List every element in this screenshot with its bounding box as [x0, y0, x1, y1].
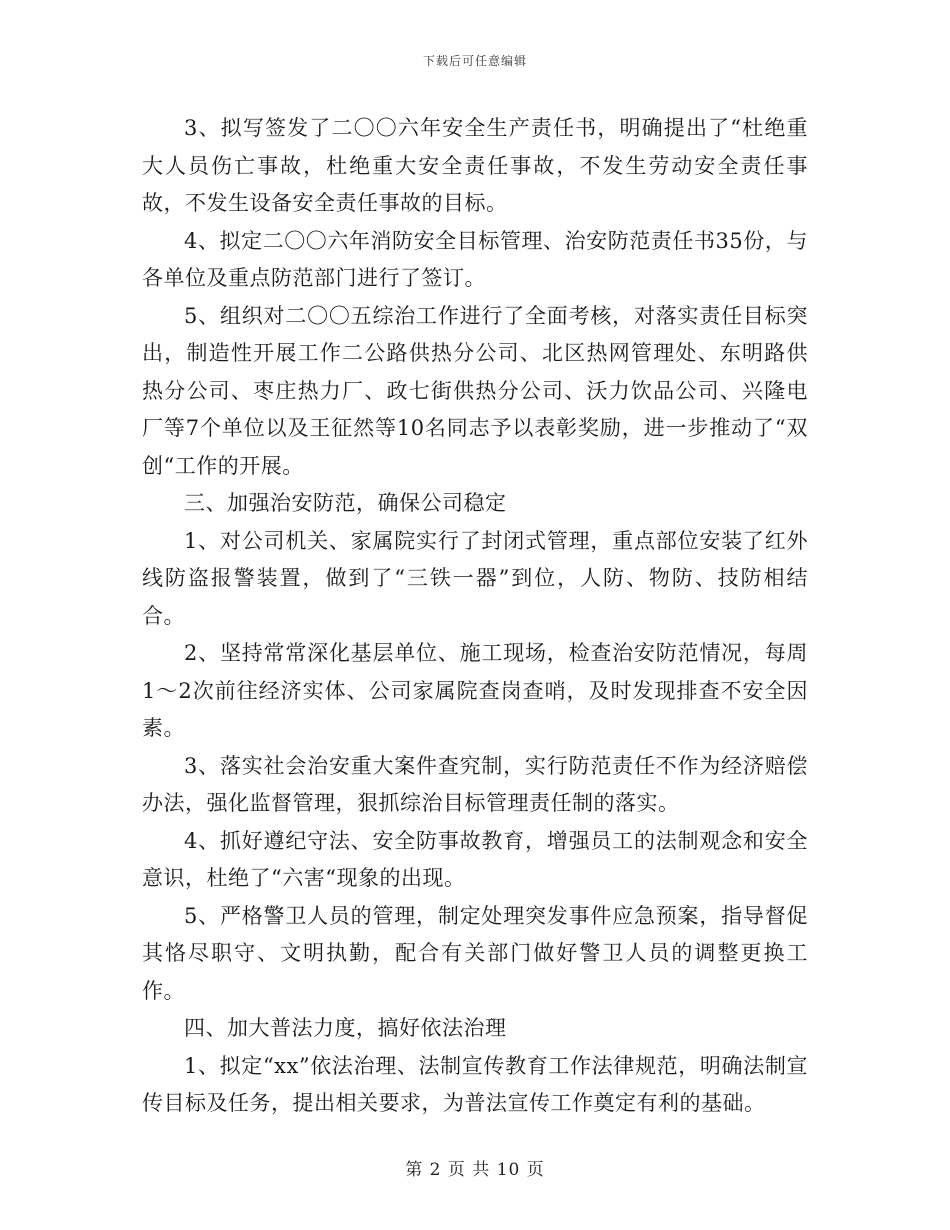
paragraph-item-3: 3、拟写签发了二〇〇六年安全生产责任书，明确提出了“杜绝重大人员伤亡事故，杜绝重大安全责任事故，不发生劳动安全责任事故，不发生设备安全责任事故的目标。	[142, 116, 808, 215]
paragraph-security-4: 4、抓好遵纪守法、安全防事故教育，增强员工的法制观念和安全意识，杜绝了“六害“现象的出现。	[142, 828, 808, 890]
paragraph-security-5: 5、严格警卫人员的管理，制定处理突发事件应急预案，指导督促其恪尽职守、文明执勤，配合有关部门做好警卫人员的调整更换工作。	[142, 903, 808, 1003]
paragraph-security-3: 3、落实社会治安重大案件查究制，实行防范责任不作为经济赔偿办法，强化监督管理，狠抓综治目标管理责任制的落实。	[142, 753, 808, 815]
page-number-footer: 第 2 页 共 10 页	[405, 1160, 545, 1180]
document-body	[142, 110, 808, 1123]
paragraph-law-1: 1、拟定“xx”依法治理、法制宣传教育工作法律规范，明确法制宣传目标及任务，提出相关要求，为普法宣传工作奠定有利的基础。	[142, 1053, 808, 1115]
section-heading-3: 三、加强治安防范，确保公司稳定	[184, 491, 507, 515]
paragraph-security-2: 2、坚持常常深化基层单位、施工现场，检查治安防范情况，每周1～2次前往经济实体、公司家属院查岗查哨，及时发现排查不安全因素。	[142, 641, 808, 740]
section-heading-4: 四、加大普法力度，搞好依法治理	[184, 1016, 507, 1040]
paragraph-item-5: 5、组织对二〇〇五综治工作进行了全面考核，对落实责任目标突出，制造性开展工作二公路供热分公司、北区热网管理处、东明路供热分公司、枣庄热力厂、政七街供热分公司、沃力饮品公司、兴隆电厂等7个单位以及王征然等10名同志予以表彰奖励，进一步推动了“双创“工作的开展。	[142, 303, 808, 478]
paragraph-security-1: 1、对公司机关、家属院实行了封闭式管理，重点部位安装了红外线防盗报警装置，做到了“三铁一器”到位，人防、物防、技防相结合。	[142, 528, 808, 628]
paragraph-item-4: 4、拟定二〇〇六年消防安全目标管理、治安防范责任书35份，与各单位及重点防范部门进行了签订。	[142, 228, 808, 290]
page-header: 下载后可任意编辑	[422, 54, 527, 68]
